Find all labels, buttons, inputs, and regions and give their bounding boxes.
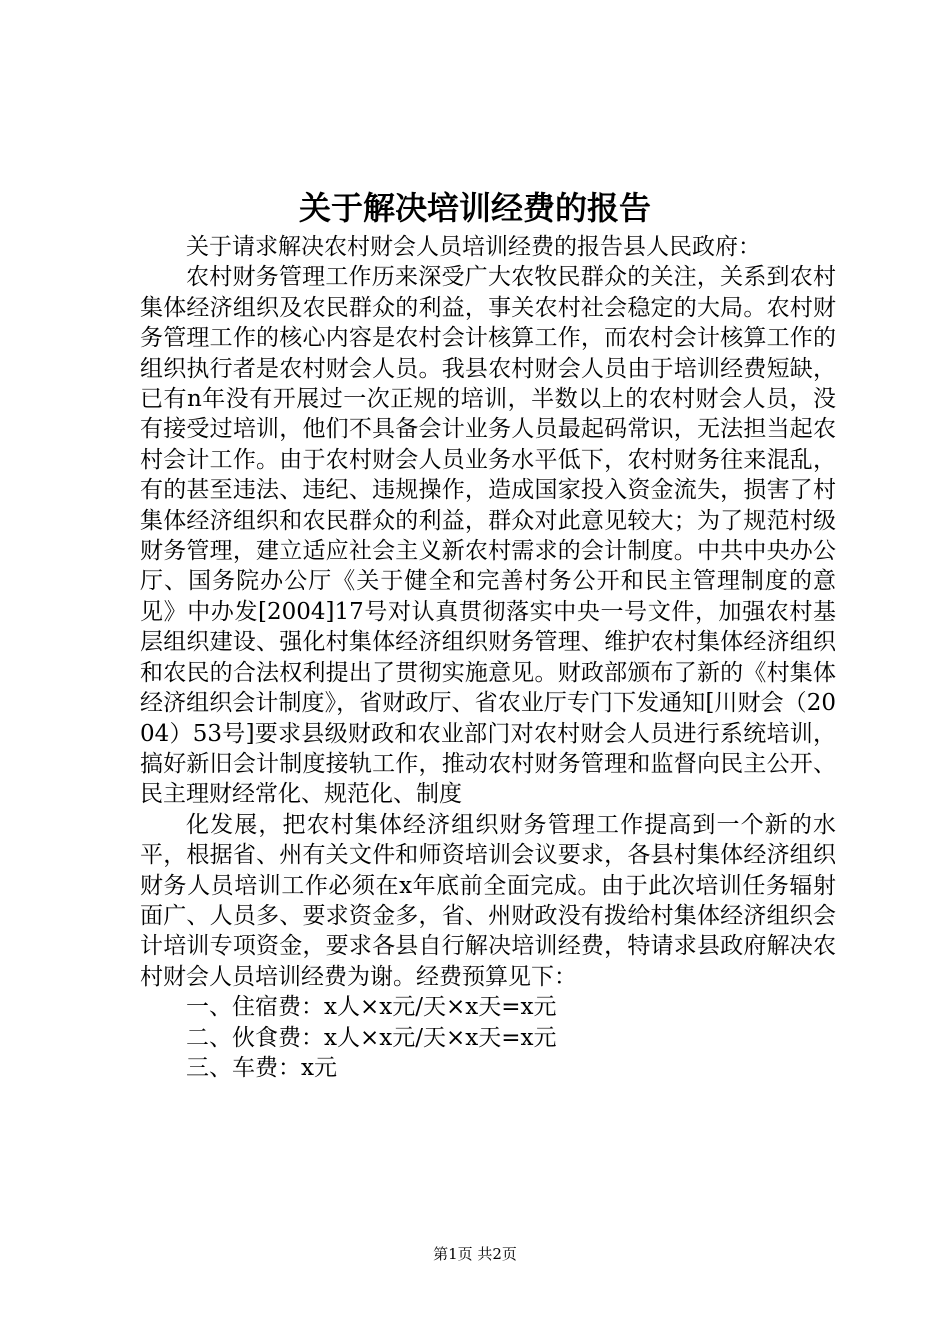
budget-item-lodging: 一、住宿费：x人×x元/天×x天=x元 <box>186 994 557 1021</box>
salutation-paragraph: 关于请求解决农村财会人员培训经费的报告县人民政府： <box>186 234 761 260</box>
document-title: 关于解决培训经费的报告 <box>298 189 651 227</box>
budget-item-transport: 三、车费：x元 <box>186 1054 337 1081</box>
budget-item-meals: 二、伙食费：x人×x元/天×x天=x元 <box>186 1024 557 1051</box>
body-paragraph: 农村财务管理工作历来深受广大农牧民群众的关注，关系到农村集体经济组织及农民群众的利益，事关农村社会稳定的大局。农村财务管理工作的核心内容是农村会计核算工作，而农村会计核算工作的组织执行者是农村财会人员。我县农村财会人员由于培训经费短缺，已有n年没有开展过一次正规的培训，半数以上的农村财会人员，没有接受过培训，他们不具备会计业务人员最起码常识，无法担当起农村会计工作。由于农村财会人员业务水平低下，农村财务往来混乱，有的甚至违法、违纪、违规操作，造成国家投入资金流失，损害了村集体经济组织和农民群众的利益，群众对此意见较大；为了规范村级财务管理，建立适应社会主义新农村需求的会计制度。中共中央办公厅、国务院办公厅《关于健全和完善村务公开和民主管理制度的意见》中办发[2004]17号对认真贯彻落实中央一号文件，加强农村基层组织建设、强化村集体经济组织财务管理、维护农村集体经济组织和农民的合法权利提出了贯彻实施意见。财政部颁布了新的《村集体经济组织会计制度》，省财政厅、省农业厅专门下发通知[川财会（2004）53号]要求县级财政和农业部门对农村财会人员进行系统培训，搞好新旧会计制度接轨工作，推动农村财务管理和监督向民主公开、民主理财经常化、规范化、制度 <box>140 264 836 808</box>
body-paragraph: 化发展，把农村集体经济组织财务管理工作提高到一个新的水平，根据省、州有关文件和师资培训会议要求，各县村集体经济组织财务人员培训工作必须在x年底前全面完成。由于此次培训任务辐射面广、人员多、要求资金多，省、州财政没有拨给村集体经济组织会计培训专项资金，要求各县自行解决培训经费，特请求县政府解决农村财会人员培训经费为谢。经费预算见下： <box>140 811 836 990</box>
document-body <box>140 232 836 1083</box>
page-number-footer: 第1页 共2页 <box>433 1245 517 1263</box>
